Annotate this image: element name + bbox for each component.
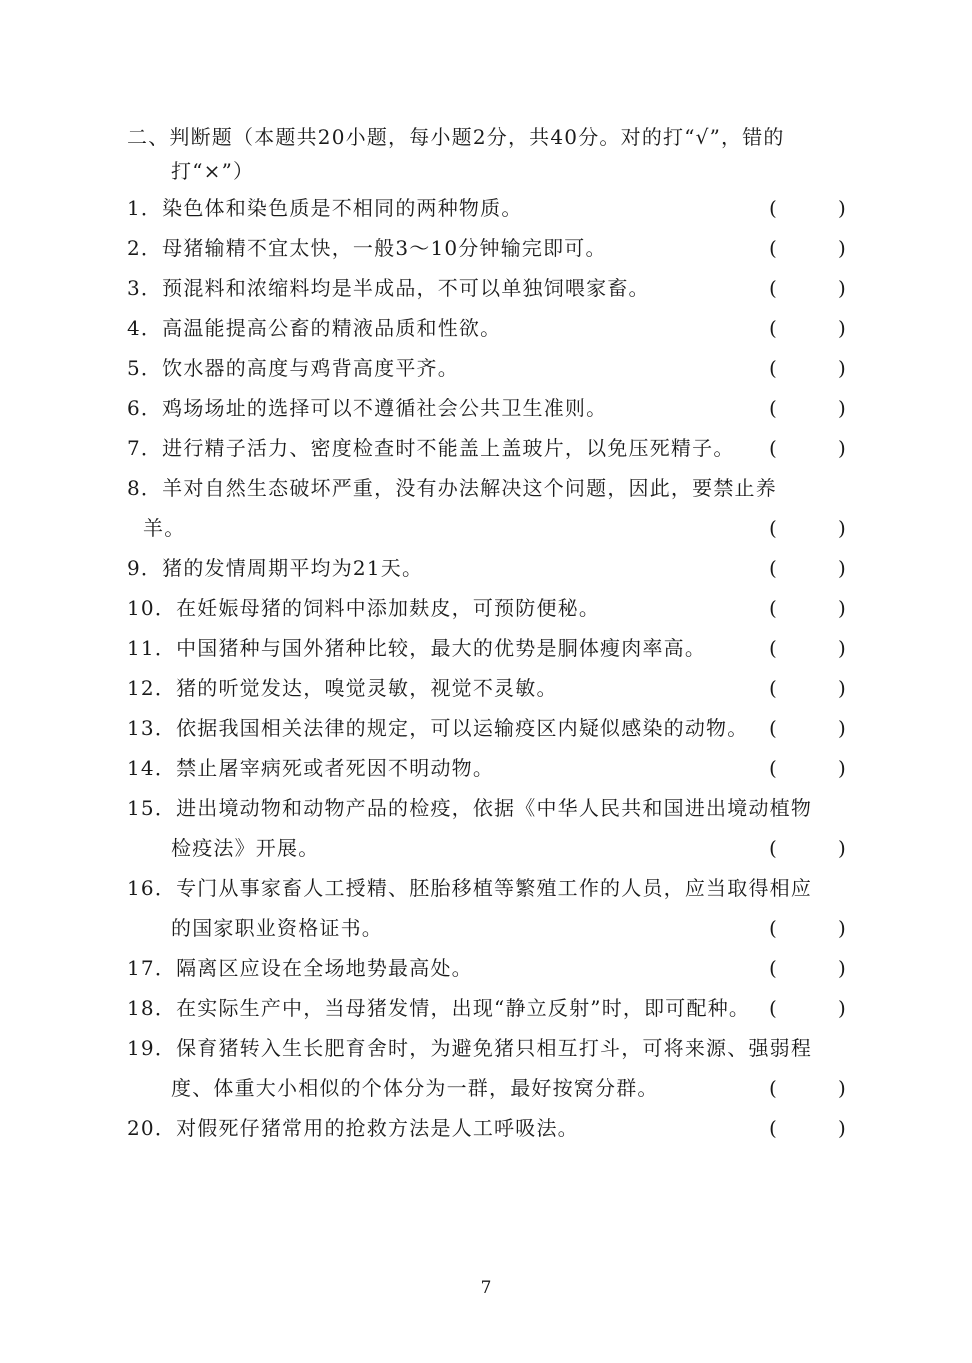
question-text: 禁止屠宰病死或者死因不明动物。: [176, 756, 495, 780]
answer-blank[interactable]: [769, 268, 847, 308]
open-paren: (: [769, 836, 779, 860]
question-number: 6．: [127, 396, 163, 420]
question-item: [127, 1028, 847, 1108]
answer-blank[interactable]: [769, 708, 847, 748]
answer-blank[interactable]: [769, 348, 847, 388]
close-paren: ): [837, 956, 847, 980]
section-heading-line1: 二、判断题（本题共20小题，每小题2分，共40分。对的打“√”，错的: [127, 125, 785, 149]
question-number: 10．: [127, 596, 177, 620]
question-text: 在实际生产中，当母猪发情，出现“静立反射”时，即可配种。: [176, 996, 751, 1020]
question-text-continuation: 的国家职业资格证书。: [171, 916, 383, 940]
close-paren: ): [837, 596, 847, 620]
question-text: 进行精子活力、密度检查时不能盖上盖玻片，以免压死精子。: [162, 436, 735, 460]
close-paren: ): [837, 396, 847, 420]
open-paren: (: [769, 436, 779, 460]
question-text: 预混料和浓缩料均是半成品，不可以单独饲喂家畜。: [162, 276, 650, 300]
question-number: 7．: [127, 436, 163, 460]
close-paren: ): [837, 836, 847, 860]
question-number: 8．: [127, 476, 163, 500]
open-paren: (: [769, 716, 779, 740]
answer-blank[interactable]: [769, 1068, 847, 1108]
question-item: [127, 1108, 847, 1148]
question-text: 羊对自然生态破坏严重，没有办法解决这个问题，因此，要禁止养: [162, 476, 777, 500]
open-paren: (: [769, 556, 779, 580]
open-paren: (: [769, 596, 779, 620]
question-number: 18．: [127, 996, 177, 1020]
question-number: 16．: [127, 876, 177, 900]
section-heading: [127, 120, 847, 188]
close-paren: ): [837, 196, 847, 220]
question-text: 高温能提高公畜的精液品质和性欲。: [162, 316, 502, 340]
close-paren: ): [837, 996, 847, 1020]
question-number: 20．: [127, 1116, 177, 1140]
question-item: [127, 748, 847, 788]
open-paren: (: [769, 1076, 779, 1100]
open-paren: (: [769, 236, 779, 260]
question-list: [127, 188, 847, 1148]
question-text: 在妊娠母猪的饲料中添加麸皮，可预防便秘。: [176, 596, 601, 620]
close-paren: ): [837, 436, 847, 460]
question-item: [127, 988, 847, 1028]
question-text: 对假死仔猪常用的抢救方法是人工呼吸法。: [176, 1116, 579, 1140]
question-text: 中国猪种与国外猪种比较，最大的优势是胴体瘦肉率高。: [176, 636, 707, 660]
question-text-continuation: 度、体重大小相似的个体分为一群，最好按窝分群。: [171, 1076, 659, 1100]
question-item: [127, 428, 847, 468]
question-number: 19．: [127, 1036, 177, 1060]
open-paren: (: [769, 196, 779, 220]
open-paren: (: [769, 316, 779, 340]
question-text: 鸡场场址的选择可以不遵循社会公共卫生准则。: [162, 396, 608, 420]
question-number: 15．: [127, 796, 177, 820]
question-item: [127, 788, 847, 868]
close-paren: ): [837, 716, 847, 740]
close-paren: ): [837, 556, 847, 580]
question-number: 9．: [127, 556, 163, 580]
question-item: [127, 268, 847, 308]
close-paren: ): [837, 356, 847, 380]
answer-blank[interactable]: [769, 908, 847, 948]
answer-blank[interactable]: [769, 988, 847, 1028]
question-number: 3．: [127, 276, 163, 300]
question-number: 2．: [127, 236, 163, 260]
question-number: 17．: [127, 956, 177, 980]
answer-blank[interactable]: [769, 748, 847, 788]
open-paren: (: [769, 356, 779, 380]
question-item: [127, 588, 847, 628]
open-paren: (: [769, 516, 779, 540]
question-item: [127, 188, 847, 228]
answer-blank[interactable]: [769, 588, 847, 628]
open-paren: (: [769, 636, 779, 660]
answer-blank[interactable]: [769, 508, 847, 548]
question-item: [127, 948, 847, 988]
close-paren: ): [837, 756, 847, 780]
open-paren: (: [769, 676, 779, 700]
question-text: 染色体和染色质是不相同的两种物质。: [162, 196, 523, 220]
answer-blank[interactable]: [769, 668, 847, 708]
open-paren: (: [769, 396, 779, 420]
open-paren: (: [769, 756, 779, 780]
open-paren: (: [769, 1116, 779, 1140]
close-paren: ): [837, 916, 847, 940]
question-text: 母猪输精不宜太快，一般3～10分钟输完即可。: [162, 236, 607, 260]
answer-blank[interactable]: [769, 188, 847, 228]
close-paren: ): [837, 1116, 847, 1140]
question-item: [127, 708, 847, 748]
answer-blank[interactable]: [769, 628, 847, 668]
question-text-continuation: 羊。: [143, 516, 186, 540]
close-paren: ): [837, 236, 847, 260]
answer-blank[interactable]: [769, 308, 847, 348]
open-paren: (: [769, 996, 779, 1020]
question-text: 隔离区应设在全场地势最高处。: [176, 956, 473, 980]
question-item: [127, 228, 847, 268]
page-number: 7: [480, 1278, 492, 1298]
question-number: 12．: [127, 676, 177, 700]
question-item: [127, 468, 847, 548]
question-number: 14．: [127, 756, 177, 780]
close-paren: ): [837, 316, 847, 340]
close-paren: ): [837, 276, 847, 300]
question-text-continuation: 检疫法》开展。: [171, 836, 320, 860]
open-paren: (: [769, 956, 779, 980]
question-number: 4．: [127, 316, 163, 340]
close-paren: ): [837, 676, 847, 700]
answer-blank[interactable]: [769, 828, 847, 868]
close-paren: ): [837, 1076, 847, 1100]
question-item: [127, 548, 847, 588]
question-item: [127, 868, 847, 948]
answer-blank[interactable]: [769, 1108, 847, 1148]
answer-blank[interactable]: [769, 228, 847, 268]
question-number: 5．: [127, 356, 163, 380]
question-text: 保育猪转入生长肥育舍时，为避免猪只相互打斗，可将来源、强弱程: [176, 1036, 813, 1060]
answer-blank[interactable]: [769, 428, 847, 468]
question-text: 饮水器的高度与鸡背高度平齐。: [162, 356, 459, 380]
question-item: [127, 348, 847, 388]
question-text: 依据我国相关法律的规定，可以运输疫区内疑似感染的动物。: [176, 716, 749, 740]
question-text: 猪的听觉发达，嗅觉灵敏，视觉不灵敏。: [176, 676, 558, 700]
close-paren: ): [837, 516, 847, 540]
section-heading-line2: 打“×”）: [171, 159, 255, 183]
question-item: [127, 388, 847, 428]
question-text: 进出境动物和动物产品的检疫，依据《中华人民共和国进出境动植物: [176, 796, 813, 820]
close-paren: ): [837, 636, 847, 660]
open-paren: (: [769, 916, 779, 940]
answer-blank[interactable]: [769, 948, 847, 988]
answer-blank[interactable]: [769, 548, 847, 588]
question-item: [127, 668, 847, 708]
answer-blank[interactable]: [769, 388, 847, 428]
question-text: 猪的发情周期平均为21天。: [162, 556, 424, 580]
question-number: 11．: [127, 636, 177, 660]
question-text: 专门从事家畜人工授精、胚胎移植等繁殖工作的人员，应当取得相应: [176, 876, 813, 900]
open-paren: (: [769, 276, 779, 300]
question-item: [127, 628, 847, 668]
question-item: [127, 308, 847, 348]
question-number: 13．: [127, 716, 177, 740]
question-number: 1．: [127, 196, 163, 220]
